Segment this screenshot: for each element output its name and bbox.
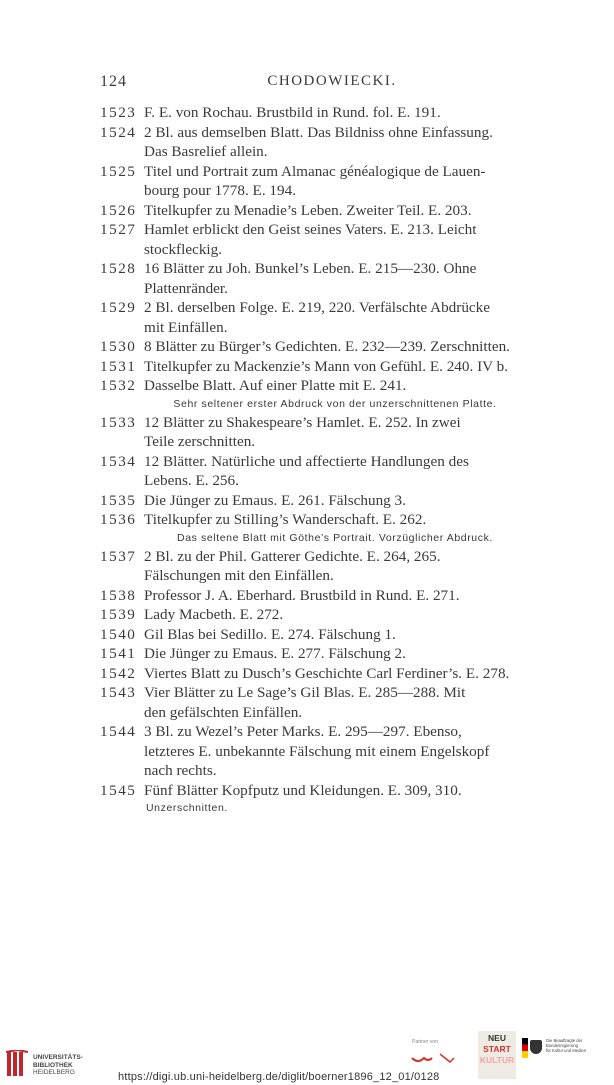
entry-text bbox=[144, 452, 570, 491]
page-number: 124 bbox=[100, 73, 127, 90]
entry-line: Viertes Blatt zu Dusch’s Geschichte Carl Ferdiner’s. E. 278. bbox=[144, 664, 510, 682]
catalogue-entry bbox=[100, 491, 570, 511]
entry-line: Titelkupfer zu Menadie’s Leben. Zweiter Teil. E. 203. bbox=[144, 201, 472, 219]
entry-line: 3 Bl. zu Wezel’s Peter Marks. E. 295—297. Ebenso, bbox=[144, 723, 462, 740]
entry-line: Lebens. E. 256. bbox=[144, 472, 239, 489]
entry-number: 1541 bbox=[100, 645, 137, 662]
entry-number: 1545 bbox=[100, 781, 137, 799]
catalogue-entry bbox=[100, 220, 570, 259]
entry-line: Plattenränder. bbox=[144, 279, 228, 297]
entry-number: 1542 bbox=[100, 664, 137, 682]
entry-line: den gefälschten Einfällen. bbox=[144, 703, 303, 721]
entry-text bbox=[144, 510, 570, 547]
entry-text bbox=[144, 413, 570, 452]
entry-text bbox=[144, 259, 570, 298]
entry-number: 1529 bbox=[100, 299, 137, 316]
entry-number: 1532 bbox=[100, 377, 137, 394]
entry-text bbox=[144, 220, 570, 259]
catalogue-entry bbox=[100, 510, 570, 547]
entry-line: F. E. von Rochau. Brustbild in Rund. fol. E. 191. bbox=[144, 104, 441, 121]
bkm-logo: Die Beauftragte der Bundesregierung für Kultur und Medien bbox=[522, 1032, 602, 1072]
entry-number: 1525 bbox=[100, 162, 137, 180]
entry-number: 1535 bbox=[100, 491, 137, 509]
entry-line: bourg pour 1778. E. 194. bbox=[144, 182, 297, 199]
german-flag-icon bbox=[522, 1038, 528, 1058]
university-logo-icon bbox=[6, 1050, 28, 1078]
entry-text bbox=[144, 376, 570, 413]
university-name: UNIVERSITÄTS- BIBLIOTHEK HEIDELBERG bbox=[33, 1054, 83, 1076]
entry-line: stockfleckig. bbox=[144, 240, 223, 258]
entry-line: Das Basrelief allein. bbox=[144, 143, 268, 160]
entry-number: 1536 bbox=[100, 511, 137, 528]
federal-eagle-icon bbox=[530, 1040, 542, 1054]
entry-text bbox=[144, 644, 570, 664]
catalogue-entry bbox=[100, 413, 570, 452]
entry-text bbox=[144, 103, 570, 123]
entry-line: Teile zerschnitten. bbox=[144, 433, 256, 450]
catalogue-entry bbox=[100, 722, 570, 781]
partner-bird-icon bbox=[410, 1050, 460, 1070]
entry-line: letzteres E. unbekannte Fälschung mit einem Engelskopf bbox=[144, 742, 490, 760]
catalogue-entry bbox=[100, 123, 570, 162]
entry-number: 1537 bbox=[100, 547, 137, 565]
catalogue-entry bbox=[100, 357, 570, 377]
footer bbox=[0, 1028, 614, 1085]
entry-line: Fünf Blätter Kopfputz und Kleidungen. E. 309, 310. bbox=[144, 781, 462, 799]
entry-text bbox=[144, 123, 570, 162]
entry-text bbox=[144, 586, 570, 606]
entry-line: Titel und Portrait zum Almanac généalogique de Lauen- bbox=[144, 162, 486, 180]
catalogue-entry bbox=[100, 664, 570, 684]
entry-line: Die Jünger zu Emaus. E. 277. Fälschung 2. bbox=[144, 645, 406, 662]
catalogue-entry bbox=[100, 781, 570, 818]
catalogue-entry bbox=[100, 259, 570, 298]
catalogue-entry bbox=[100, 547, 570, 586]
catalogue-entry bbox=[100, 376, 570, 413]
entry-line: Titelkupfer zu Stilling’s Wanderschaft. E. 262. bbox=[144, 511, 427, 528]
catalogue-entry bbox=[100, 683, 570, 722]
catalogue-entry bbox=[100, 625, 570, 645]
catalogue-entry bbox=[100, 586, 570, 606]
entry-line: Die Jünger zu Emaus. E. 261. Fälschung 3. bbox=[144, 491, 406, 509]
catalogue-entry bbox=[100, 644, 570, 664]
entry-line: mit Einfällen. bbox=[144, 318, 228, 336]
entry-text bbox=[144, 722, 570, 781]
entry-text bbox=[144, 357, 570, 377]
entry-text bbox=[144, 201, 570, 221]
source-url-link[interactable]: https://digi.ub.uni-heidelberg.de/diglit/boerner1896_12_01/0128 bbox=[118, 1071, 440, 1083]
entry-line: 12 Blätter zu Shakespeare’s Hamlet. E. 252. In zwei bbox=[144, 413, 461, 431]
entry-line: 16 Blätter zu Joh. Bunkel’s Leben. E. 215—230. Ohne bbox=[144, 260, 477, 277]
entry-number: 1531 bbox=[100, 357, 137, 375]
entry-number: 1523 bbox=[100, 104, 137, 121]
entry-text bbox=[144, 605, 570, 625]
entry-number: 1539 bbox=[100, 606, 137, 623]
entry-text bbox=[144, 547, 570, 586]
entry-number: 1540 bbox=[100, 625, 137, 643]
catalogue-entry bbox=[100, 452, 570, 491]
entry-line: Hamlet erblickt den Geist seines Vaters. E. 213. Leicht bbox=[144, 221, 477, 238]
catalogue-entry bbox=[100, 298, 570, 337]
entry-line: 8 Blätter zu Bürger’s Gedichten. E. 232—239. Zerschnitten. bbox=[144, 338, 510, 355]
entry-text bbox=[144, 781, 570, 818]
partner-label: Partner von bbox=[412, 1039, 438, 1045]
entry-number: 1534 bbox=[100, 452, 137, 470]
entry-text bbox=[144, 491, 570, 511]
entry-line: Gil Blas bei Sedillo. E. 274. Fälschung 1. bbox=[144, 625, 396, 643]
entry-number: 1538 bbox=[100, 586, 137, 604]
entry-text bbox=[144, 625, 570, 645]
catalogue-entry bbox=[100, 162, 570, 201]
entry-number: 1543 bbox=[100, 684, 137, 701]
catalogue-entries bbox=[100, 103, 570, 817]
entry-text bbox=[144, 162, 570, 201]
entry-text bbox=[144, 337, 570, 357]
entry-line: 2 Bl. derselben Folge. E. 219, 220. Verfälschte Abdrücke bbox=[144, 299, 491, 316]
entry-line: 2 Bl. aus demselben Blatt. Das Bildniss ohne Einfassung. bbox=[144, 123, 493, 141]
entry-text bbox=[144, 664, 570, 684]
entry-number: 1527 bbox=[100, 221, 137, 238]
running-head: CHODOWIECKI. bbox=[267, 73, 397, 89]
entry-line: 2 Bl. zu der Phil. Gatterer Gedichte. E. 264, 265. bbox=[144, 547, 441, 565]
catalogue-entry bbox=[100, 605, 570, 625]
entry-number: 1544 bbox=[100, 723, 137, 740]
entry-number: 1528 bbox=[100, 260, 137, 277]
catalogue-entry bbox=[100, 201, 570, 221]
entry-note: Unzerschnitten. bbox=[146, 802, 228, 814]
entry-number: 1533 bbox=[100, 413, 137, 431]
entry-line: Vier Blätter zu Le Sage’s Gil Blas. E. 285—288. Mit bbox=[144, 684, 466, 701]
entry-line: Fälschungen mit den Einfällen. bbox=[144, 567, 334, 584]
entry-line: nach rechts. bbox=[144, 762, 217, 779]
entry-line: Titelkupfer zu Mackenzie’s Mann von Gefühl. E. 240. IV b. bbox=[144, 357, 509, 375]
neustart-kultur-logo: NEU START KULTUR bbox=[478, 1031, 516, 1079]
entry-line: Professor J. A. Eberhard. Brustbild in Rund. E. 271. bbox=[144, 586, 460, 604]
entry-line: Dasselbe Blatt. Auf einer Platte mit E. 241. bbox=[144, 377, 407, 394]
catalogue-entry bbox=[100, 337, 570, 357]
entry-number: 1530 bbox=[100, 338, 137, 355]
entry-line: 12 Blätter. Natürliche und affectierte Handlungen des bbox=[144, 452, 469, 470]
entry-number: 1524 bbox=[100, 123, 137, 141]
entry-line: Lady Macbeth. E. 272. bbox=[144, 606, 284, 623]
entry-text bbox=[144, 683, 570, 722]
entry-number: 1526 bbox=[100, 201, 137, 219]
entry-note: Sehr seltener erster Abdruck von der unzerschnittenen Platte. bbox=[173, 397, 497, 410]
entry-note: Das seltene Blatt mit Göthe’s Portrait. Vorzüglicher Abdruck. bbox=[177, 531, 493, 544]
page-header bbox=[100, 73, 564, 93]
catalogue-entry bbox=[100, 103, 570, 123]
entry-text bbox=[144, 298, 570, 337]
